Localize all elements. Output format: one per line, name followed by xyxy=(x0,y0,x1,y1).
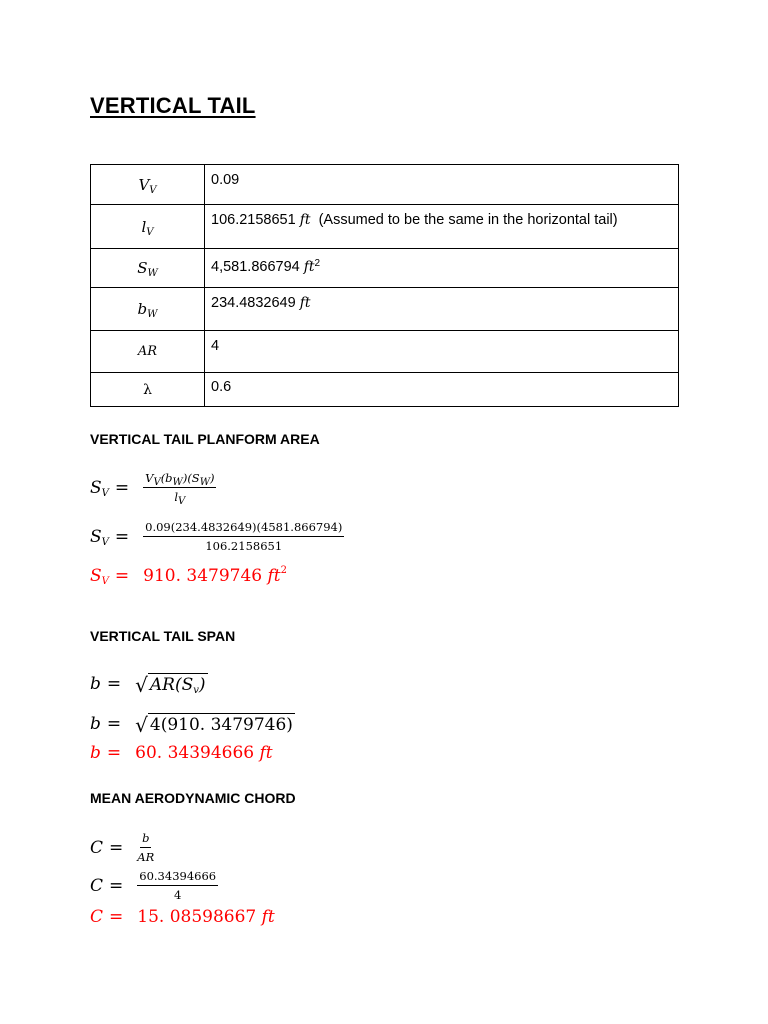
value-sw xyxy=(205,249,679,288)
sw-exponent: 2 xyxy=(314,258,321,269)
vv-value: 0.09 xyxy=(211,172,240,188)
span-result-unit: ft xyxy=(259,743,273,763)
symbol-vv: $V_V$ xyxy=(91,165,205,205)
chord-formula: C = $\frac{b}{AR}$ xyxy=(90,831,155,864)
value-bw xyxy=(205,288,679,331)
ar-value: 4 xyxy=(211,338,220,354)
planform-formula: $S_V$ = $\frac{V_V(b_W)(S_W)}{l_V}$ xyxy=(90,471,215,507)
symbol-lambda: λ xyxy=(91,373,205,407)
chord-result-unit: ft xyxy=(261,907,275,927)
formula-fraction: $\frac{b}{AR}$ xyxy=(137,831,155,864)
chord-result: C = 15. 08598667 ft xyxy=(90,907,275,927)
substitution-fraction xyxy=(137,869,218,902)
span-radicand: 4(910. 3479746) xyxy=(149,715,293,735)
lv-value: 106.2158651 xyxy=(211,212,296,228)
table-row xyxy=(91,373,679,407)
table-row xyxy=(91,205,679,249)
planform-substitution: $S_V$ = $\frac{0.09(234.4832649)(4581.866794)}{106.2158651}$ xyxy=(90,520,343,553)
section-heading-chord: MEAN AERODYNAMIC CHORD xyxy=(90,790,296,806)
planform-result-value: 910. 3479746 xyxy=(143,566,263,586)
lv-unit: ft xyxy=(299,212,311,228)
table-row xyxy=(91,249,679,288)
square-root: √ $AR(S_v)$ xyxy=(135,673,206,697)
planform-numerator: 0.09(234.4832649)(4581.866794) xyxy=(143,520,344,537)
section-heading-planform: VERTICAL TAIL PLANFORM AREA xyxy=(90,431,320,447)
symbol-bw: $b_W$ xyxy=(91,288,205,331)
span-result: b = 60. 34394666 ft xyxy=(90,743,273,763)
bw-unit: ft xyxy=(299,295,311,311)
value-ar xyxy=(205,331,679,373)
table-row xyxy=(91,331,679,373)
lambda-value: 0.6 xyxy=(211,379,232,395)
bw-value: 234.4832649 xyxy=(211,295,296,311)
span-formula: b = √ $AR(S_v)$ xyxy=(90,673,206,697)
planform-denominator: 106.2158651 xyxy=(205,539,283,553)
value-lv xyxy=(205,205,679,249)
parameters-table xyxy=(90,164,679,407)
chord-substitution: C = $\frac{60.34394666}{4}$ xyxy=(90,869,217,902)
span-substitution: b = √ 4(910. 3479746) xyxy=(90,713,293,737)
table-row xyxy=(91,288,679,331)
symbol-ar: AR xyxy=(91,331,205,373)
substitution-fraction xyxy=(143,520,344,553)
lv-note: (Assumed to be the same in the horizontal tail) xyxy=(318,212,618,228)
section-heading-span: VERTICAL TAIL SPAN xyxy=(90,628,236,644)
formula-fraction: $\frac{V_V(b_W)(S_W)}{l_V}$ xyxy=(145,471,215,507)
value-vv xyxy=(205,165,679,205)
symbol-sw: $S_W$ xyxy=(91,249,205,288)
table-row xyxy=(91,165,679,205)
square-root: √ 4(910. 3479746) xyxy=(135,713,293,737)
page-title: VERTICAL TAIL xyxy=(90,93,256,118)
value-lambda xyxy=(205,373,679,407)
sw-value: 4,581.866794 xyxy=(211,259,300,275)
planform-result: $S_V$ = 910. 3479746 ft $^2$ xyxy=(90,565,288,587)
span-result-value: 60. 34394666 xyxy=(135,743,255,763)
chord-denominator: 4 xyxy=(174,888,182,902)
chord-result-value: 15. 08598667 xyxy=(137,907,257,927)
sw-unit: ft xyxy=(303,259,315,275)
chord-numerator: 60.34394666 xyxy=(137,869,218,886)
planform-result-unit: ft xyxy=(267,566,281,586)
symbol-lv: $l_V$ xyxy=(91,205,205,249)
